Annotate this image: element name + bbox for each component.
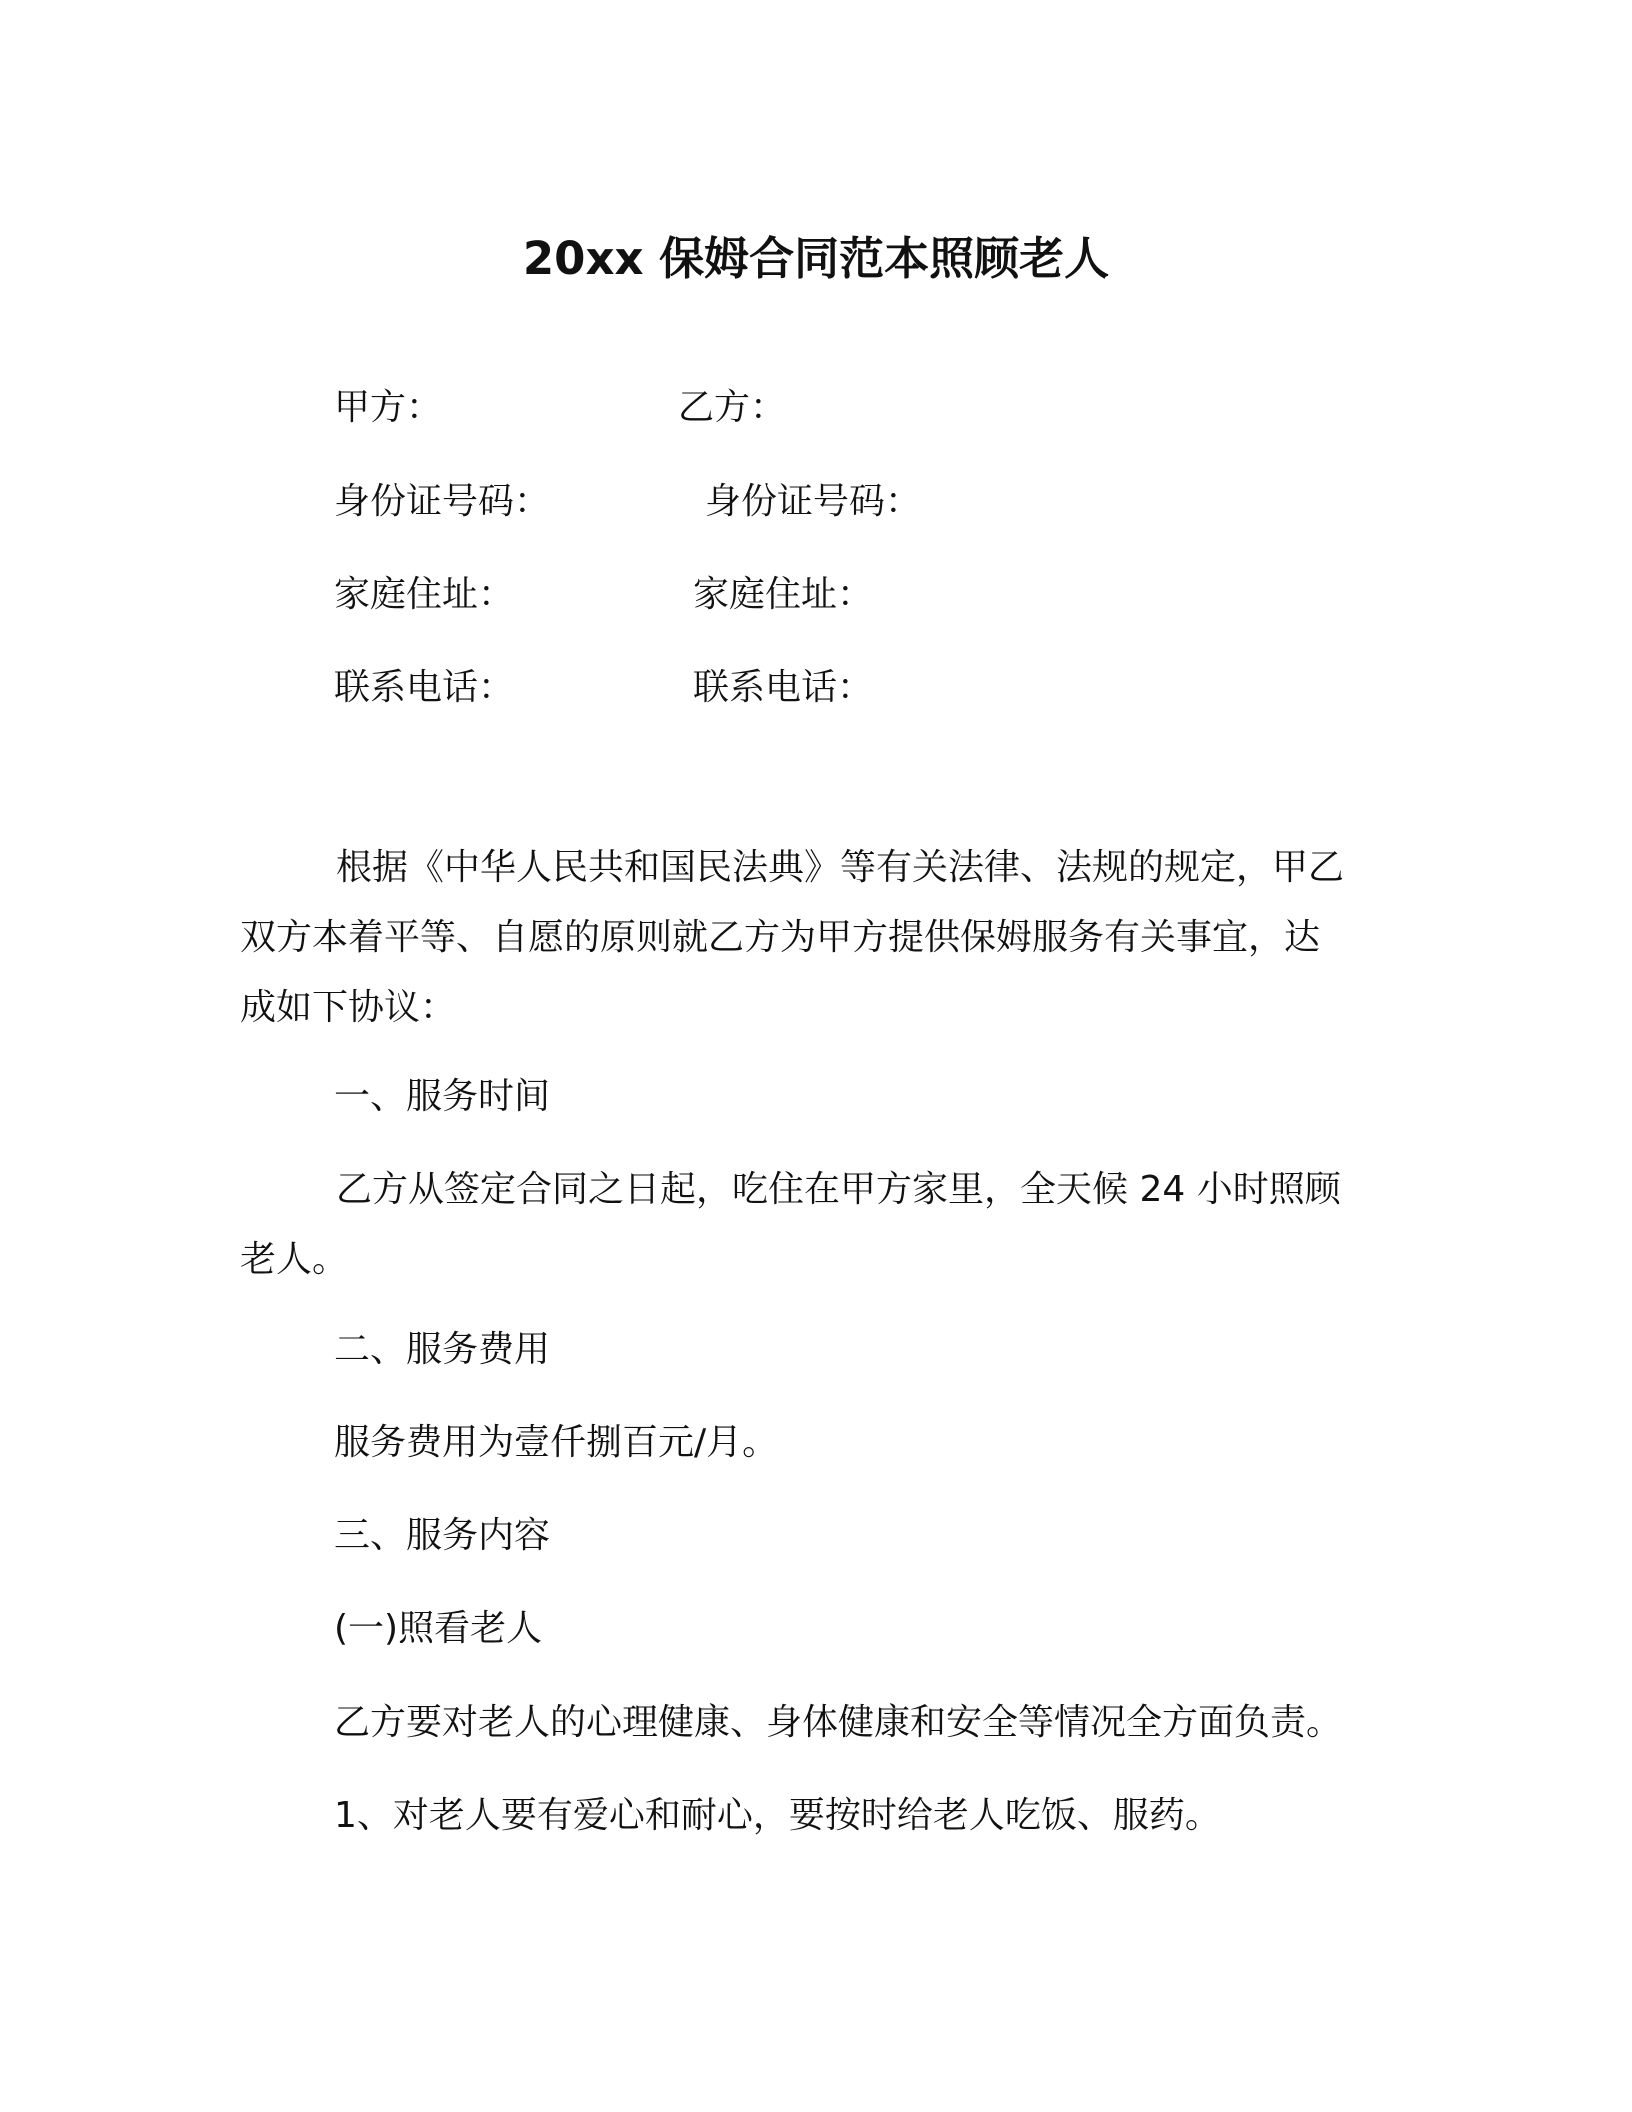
section-1-line-1: 乙方从签定合同之日起，吃住在甲方家里，全天候 24 小时照顾 bbox=[336, 1169, 1341, 1210]
section-2-text: 服务费用为壹仟捌百元/月。 bbox=[334, 1422, 779, 1463]
section-1-line-2: 老人。 bbox=[240, 1239, 349, 1280]
party-a-address-label: 家庭住址： bbox=[334, 574, 515, 615]
party-b-label: 乙方： bbox=[678, 387, 787, 428]
intro-paragraph bbox=[240, 843, 1390, 1033]
section-1-heading: 一、服务时间 bbox=[334, 1076, 551, 1117]
intro-line-2: 双方本着平等、自愿的原则就乙方为甲方提供保姆服务有关事宜，达 bbox=[240, 917, 1321, 958]
section-3-item-1: 1、对老人要有爱心和耐心，要按时给老人吃饭、服药。 bbox=[334, 1795, 1221, 1836]
party-a-phone-label: 联系电话： bbox=[334, 667, 515, 708]
party-row-id bbox=[0, 477, 1632, 527]
party-row-name bbox=[0, 383, 1632, 433]
party-b-phone-label: 联系电话： bbox=[693, 667, 874, 708]
intro-line-1: 根据《中华人民共和国民法典》等有关法律、法规的规定，甲乙 bbox=[336, 847, 1345, 888]
party-row-phone bbox=[0, 663, 1632, 713]
section-3-sub-text: 乙方要对老人的心理健康、身体健康和安全等情况全方面负责。 bbox=[334, 1702, 1343, 1743]
party-b-address-label: 家庭住址： bbox=[693, 574, 874, 615]
intro-line-3: 成如下协议： bbox=[240, 987, 457, 1028]
section-2-heading: 二、服务费用 bbox=[334, 1329, 551, 1370]
party-a-label: 甲方： bbox=[334, 387, 443, 428]
party-b-id-label: 身份证号码： bbox=[705, 481, 922, 522]
party-row-address bbox=[0, 570, 1632, 620]
section-1-paragraph bbox=[240, 1165, 1390, 1285]
section-3-subheading: (一)照看老人 bbox=[334, 1608, 543, 1649]
party-a-id-label: 身份证号码： bbox=[334, 481, 551, 522]
document-title: 20xx 保姆合同范本照顾老人 bbox=[522, 232, 1110, 285]
section-3-heading: 三、服务内容 bbox=[334, 1515, 551, 1556]
